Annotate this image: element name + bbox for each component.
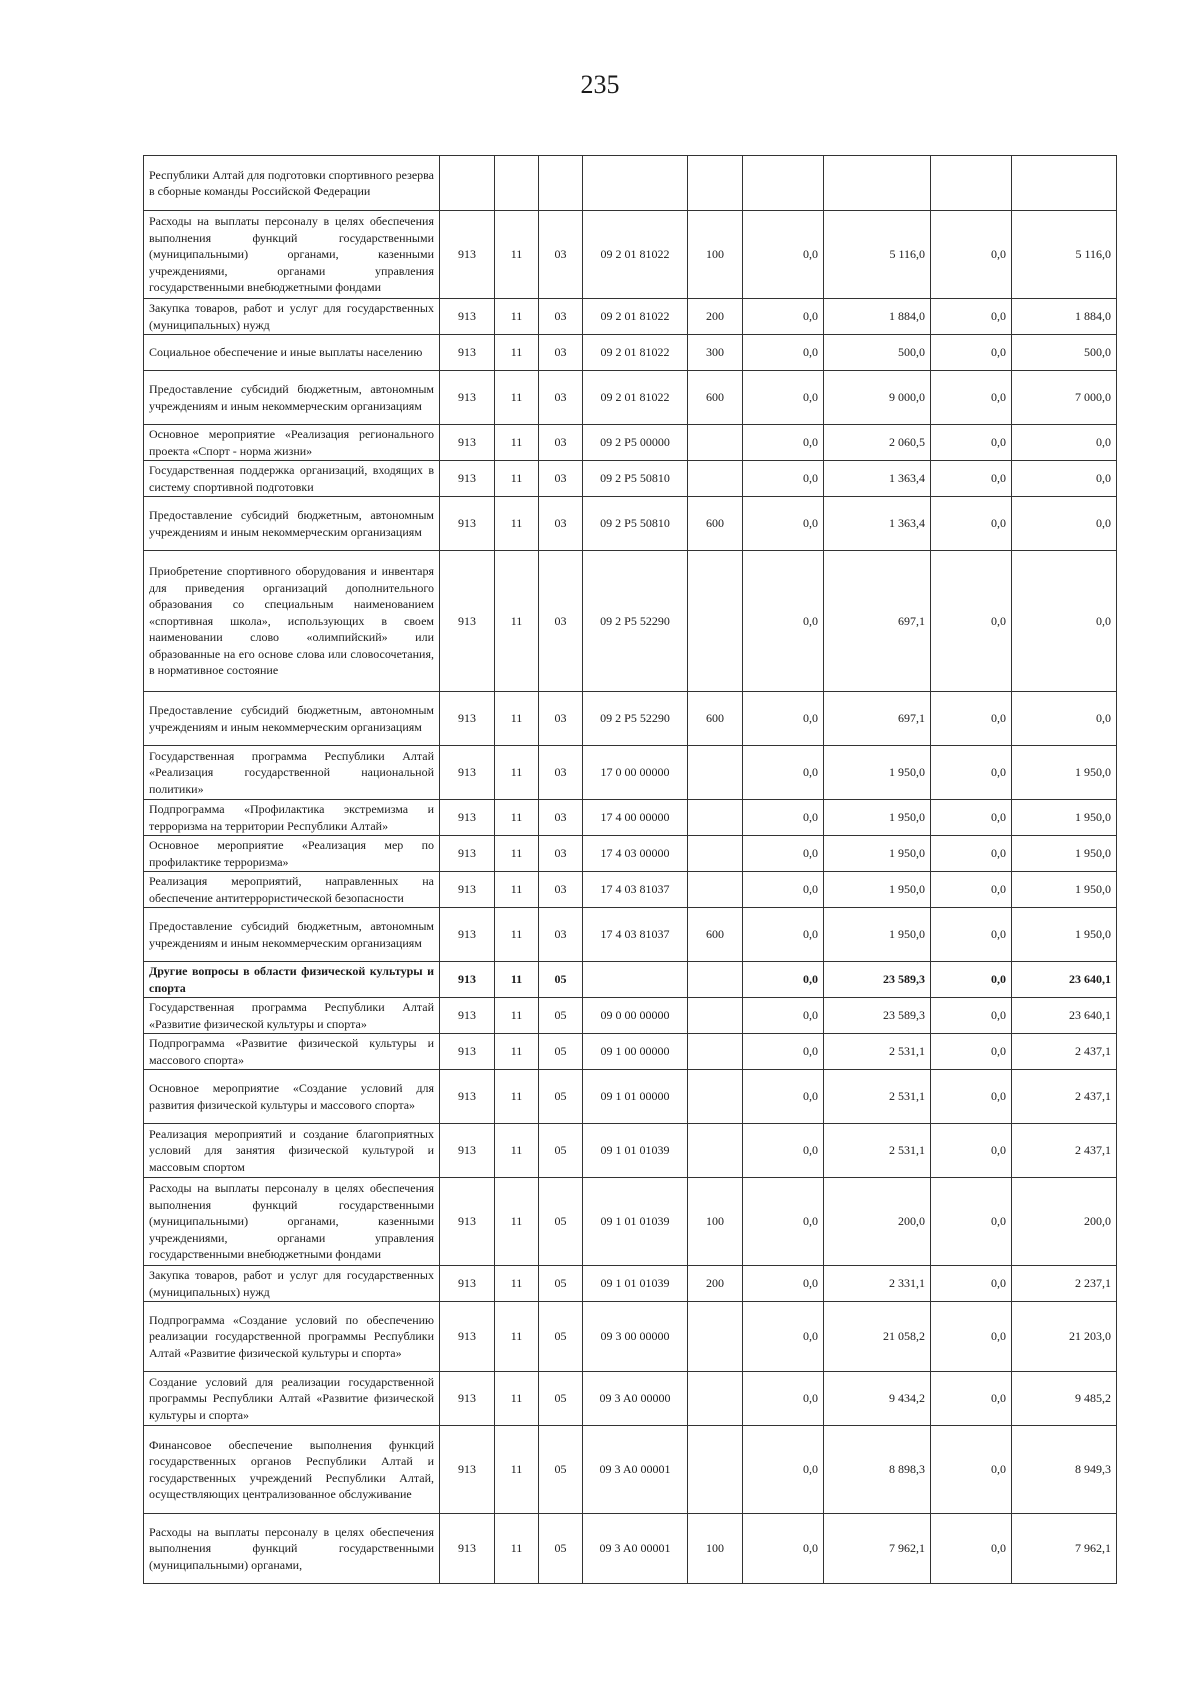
row-ministry-code: 913 (440, 1178, 495, 1266)
row-name: Республики Алтай для подготовки спортивного резерва в сборные команды Российской Федерации (144, 156, 440, 211)
row-sum-4: 7 000,0 (1012, 371, 1117, 425)
row-sum-2: 1 363,4 (824, 497, 931, 551)
row-sum-3: 0,0 (931, 371, 1012, 425)
row-ministry-code: 913 (440, 551, 495, 692)
row-sum-3: 0,0 (931, 1426, 1012, 1514)
row-name: Предоставление субсидий бюджетным, автономным учреждениям и иным некоммерческим организациям (144, 692, 440, 746)
budget-table (143, 155, 1117, 1584)
row-sum-4: 5 116,0 (1012, 211, 1117, 299)
row-name: Предоставление субсидий бюджетным, автономным учреждениям и иным некоммерческим организациям (144, 371, 440, 425)
row-name: Расходы на выплаты персоналу в целях обеспечения выполнения функций государственными (муниципальными) органами, казенными учреждениями, органами управления государственными внебюджетными фондами (144, 1178, 440, 1266)
table-row (144, 746, 1117, 800)
row-sum-4: 2 437,1 (1012, 1034, 1117, 1070)
row-sum-2: 1 884,0 (824, 299, 931, 335)
row-target-article: 09 3 A0 00001 (583, 1426, 688, 1514)
row-target-article: 09 2 P5 50810 (583, 497, 688, 551)
row-sum-4: 2 237,1 (1012, 1266, 1117, 1302)
row-name: Реализация мероприятий, направленных на обеспечение антитеррористической безопасности (144, 872, 440, 908)
row-ministry-code: 913 (440, 692, 495, 746)
row-sum-1: 0,0 (743, 746, 824, 800)
row-sum-1: 0,0 (743, 335, 824, 371)
row-sum-2: 1 950,0 (824, 908, 931, 962)
row-target-article: 09 2 01 81022 (583, 211, 688, 299)
row-sum-3: 0,0 (931, 998, 1012, 1034)
row-expense-type (688, 1034, 743, 1070)
table-row (144, 908, 1117, 962)
row-ministry-code: 913 (440, 962, 495, 998)
table-row (144, 998, 1117, 1034)
row-sum-3: 0,0 (931, 1034, 1012, 1070)
row-target-article: 09 3 00 00000 (583, 1302, 688, 1372)
row-sum-2: 1 950,0 (824, 800, 931, 836)
row-section-code: 11 (495, 836, 539, 872)
row-section-code: 11 (495, 1302, 539, 1372)
row-sum-2: 2 531,1 (824, 1070, 931, 1124)
row-target-article: 17 0 00 00000 (583, 746, 688, 800)
row-ministry-code: 913 (440, 497, 495, 551)
row-sum-4: 1 950,0 (1012, 908, 1117, 962)
row-section-code: 11 (495, 692, 539, 746)
table-row (144, 1302, 1117, 1372)
table-row (144, 425, 1117, 461)
table-row (144, 1514, 1117, 1584)
row-section-code: 11 (495, 1124, 539, 1178)
row-sum-2: 1 950,0 (824, 746, 931, 800)
row-sum-1: 0,0 (743, 800, 824, 836)
row-sum-4: 9 485,2 (1012, 1372, 1117, 1426)
table-row (144, 1178, 1117, 1266)
row-ministry-code: 913 (440, 1070, 495, 1124)
row-sum-3: 0,0 (931, 746, 1012, 800)
row-sum-3: 0,0 (931, 872, 1012, 908)
row-sum-2: 8 898,3 (824, 1426, 931, 1514)
row-sum-3: 0,0 (931, 800, 1012, 836)
row-name: Предоставление субсидий бюджетным, автономным учреждениям и иным некоммерческим организациям (144, 908, 440, 962)
row-subsection-code: 05 (539, 1372, 583, 1426)
row-ministry-code: 913 (440, 1302, 495, 1372)
row-target-article: 09 3 A0 00000 (583, 1372, 688, 1426)
row-subsection-code: 03 (539, 497, 583, 551)
row-ministry-code: 913 (440, 1372, 495, 1426)
row-section-code: 11 (495, 872, 539, 908)
row-ministry-code: 913 (440, 872, 495, 908)
row-expense-type (688, 998, 743, 1034)
row-sum-1: 0,0 (743, 497, 824, 551)
row-sum-3: 0,0 (931, 335, 1012, 371)
row-sum-1: 0,0 (743, 836, 824, 872)
row-ministry-code: 913 (440, 1266, 495, 1302)
row-name: Основное мероприятие «Создание условий для развития физической культуры и массового спорта» (144, 1070, 440, 1124)
row-expense-type: 100 (688, 211, 743, 299)
row-name: Реализация мероприятий и создание благоприятных условий для занятия физической культурой и массовым спортом (144, 1124, 440, 1178)
row-sum-1: 0,0 (743, 1034, 824, 1070)
row-subsection-code: 05 (539, 1514, 583, 1584)
row-sum-3: 0,0 (931, 497, 1012, 551)
row-sum-2: 9 000,0 (824, 371, 931, 425)
row-subsection-code: 05 (539, 962, 583, 998)
row-sum-4: 1 884,0 (1012, 299, 1117, 335)
row-section-code (495, 156, 539, 211)
row-expense-type (688, 1302, 743, 1372)
row-subsection-code: 03 (539, 836, 583, 872)
row-expense-type (688, 461, 743, 497)
row-sum-3: 0,0 (931, 1178, 1012, 1266)
row-sum-4: 0,0 (1012, 425, 1117, 461)
row-target-article: 09 2 01 81022 (583, 371, 688, 425)
table-row (144, 1266, 1117, 1302)
row-subsection-code: 03 (539, 746, 583, 800)
row-target-article: 09 2 01 81022 (583, 299, 688, 335)
row-sum-4: 0,0 (1012, 692, 1117, 746)
row-subsection-code: 05 (539, 1302, 583, 1372)
row-sum-3: 0,0 (931, 908, 1012, 962)
row-subsection-code: 03 (539, 692, 583, 746)
table-row (144, 800, 1117, 836)
row-subsection-code: 05 (539, 1034, 583, 1070)
row-expense-type (688, 156, 743, 211)
row-sum-1: 0,0 (743, 299, 824, 335)
row-expense-type: 600 (688, 692, 743, 746)
row-section-code: 11 (495, 211, 539, 299)
row-sum-4: 0,0 (1012, 551, 1117, 692)
row-ministry-code: 913 (440, 836, 495, 872)
row-subsection-code: 03 (539, 425, 583, 461)
row-sum-1: 0,0 (743, 1266, 824, 1302)
page-number: 235 (580, 70, 620, 99)
row-name: Государственная поддержка организаций, входящих в систему спортивной подготовки (144, 461, 440, 497)
row-name: Расходы на выплаты персоналу в целях обеспечения выполнения функций государственными (муниципальными) органами, казенными учреждениями, органами управления государственными внебюджетными фондами (144, 211, 440, 299)
row-subsection-code: 03 (539, 335, 583, 371)
row-sum-3 (931, 156, 1012, 211)
row-sum-2: 23 589,3 (824, 998, 931, 1034)
row-sum-4: 0,0 (1012, 497, 1117, 551)
row-sum-2: 7 962,1 (824, 1514, 931, 1584)
row-subsection-code: 05 (539, 1426, 583, 1514)
row-expense-type (688, 800, 743, 836)
row-sum-4: 200,0 (1012, 1178, 1117, 1266)
row-subsection-code: 03 (539, 299, 583, 335)
table-row (144, 156, 1117, 211)
row-expense-type (688, 962, 743, 998)
row-target-article: 09 0 00 00000 (583, 998, 688, 1034)
table-row (144, 692, 1117, 746)
row-name: Расходы на выплаты персоналу в целях обеспечения выполнения функций государственными (муниципальными) органами, (144, 1514, 440, 1584)
row-sum-2: 2 331,1 (824, 1266, 931, 1302)
row-target-article: 09 1 01 01039 (583, 1124, 688, 1178)
row-sum-4: 23 640,1 (1012, 962, 1117, 998)
row-sum-4: 0,0 (1012, 461, 1117, 497)
row-section-code: 11 (495, 1266, 539, 1302)
row-sum-2: 9 434,2 (824, 1372, 931, 1426)
row-sum-1: 0,0 (743, 425, 824, 461)
table-row (144, 1034, 1117, 1070)
row-sum-3: 0,0 (931, 461, 1012, 497)
row-section-code: 11 (495, 299, 539, 335)
row-section-code: 11 (495, 746, 539, 800)
row-target-article: 09 1 01 00000 (583, 1070, 688, 1124)
row-sum-4: 21 203,0 (1012, 1302, 1117, 1372)
row-expense-type (688, 836, 743, 872)
row-section-code: 11 (495, 551, 539, 692)
row-expense-type: 600 (688, 497, 743, 551)
row-sum-1: 0,0 (743, 1514, 824, 1584)
row-ministry-code: 913 (440, 1426, 495, 1514)
row-sum-2: 200,0 (824, 1178, 931, 1266)
row-subsection-code: 05 (539, 1070, 583, 1124)
row-sum-3: 0,0 (931, 299, 1012, 335)
table-body (144, 156, 1117, 1584)
row-target-article: 09 2 P5 00000 (583, 425, 688, 461)
row-sum-3: 0,0 (931, 1070, 1012, 1124)
row-sum-1: 0,0 (743, 1426, 824, 1514)
row-subsection-code: 03 (539, 908, 583, 962)
row-ministry-code: 913 (440, 425, 495, 461)
row-section-code: 11 (495, 1070, 539, 1124)
row-section-code: 11 (495, 1426, 539, 1514)
row-name: Закупка товаров, работ и услуг для государственных (муниципальных) нужд (144, 1266, 440, 1302)
row-name: Основное мероприятие «Реализация регионального проекта «Спорт - норма жизни» (144, 425, 440, 461)
row-sum-4: 1 950,0 (1012, 836, 1117, 872)
row-sum-1: 0,0 (743, 1124, 824, 1178)
row-expense-type: 200 (688, 1266, 743, 1302)
row-sum-3: 0,0 (931, 1372, 1012, 1426)
row-sum-4: 1 950,0 (1012, 800, 1117, 836)
table-row (144, 1372, 1117, 1426)
row-subsection-code: 03 (539, 461, 583, 497)
row-target-article (583, 156, 688, 211)
row-expense-type (688, 1070, 743, 1124)
row-subsection-code: 03 (539, 211, 583, 299)
row-sum-3: 0,0 (931, 1514, 1012, 1584)
row-ministry-code: 913 (440, 746, 495, 800)
row-sum-4: 500,0 (1012, 335, 1117, 371)
row-target-article: 09 2 01 81022 (583, 335, 688, 371)
row-sum-4: 7 962,1 (1012, 1514, 1117, 1584)
row-expense-type: 200 (688, 299, 743, 335)
row-sum-3: 0,0 (931, 425, 1012, 461)
row-sum-2: 697,1 (824, 692, 931, 746)
row-section-code: 11 (495, 1178, 539, 1266)
row-sum-2 (824, 156, 931, 211)
row-sum-3: 0,0 (931, 962, 1012, 998)
row-subsection-code: 03 (539, 800, 583, 836)
table-row (144, 551, 1117, 692)
row-sum-4: 8 949,3 (1012, 1426, 1117, 1514)
row-sum-4: 1 950,0 (1012, 746, 1117, 800)
row-expense-type: 600 (688, 908, 743, 962)
row-name: Подпрограмма «Профилактика экстремизма и терроризма на территории Республики Алтай» (144, 800, 440, 836)
row-sum-1: 0,0 (743, 962, 824, 998)
row-sum-2: 1 363,4 (824, 461, 931, 497)
row-subsection-code: 05 (539, 1178, 583, 1266)
row-sum-4: 2 437,1 (1012, 1070, 1117, 1124)
row-name: Закупка товаров, работ и услуг для государственных (муниципальных) нужд (144, 299, 440, 335)
row-target-article: 09 1 01 01039 (583, 1266, 688, 1302)
row-sum-1: 0,0 (743, 998, 824, 1034)
row-target-article: 17 4 00 00000 (583, 800, 688, 836)
row-sum-2: 23 589,3 (824, 962, 931, 998)
row-sum-4: 2 437,1 (1012, 1124, 1117, 1178)
row-sum-3: 0,0 (931, 836, 1012, 872)
row-ministry-code: 913 (440, 299, 495, 335)
row-sum-1 (743, 156, 824, 211)
table-row (144, 299, 1117, 335)
table-row (144, 497, 1117, 551)
row-sum-1: 0,0 (743, 1372, 824, 1426)
row-sum-4 (1012, 156, 1117, 211)
row-section-code: 11 (495, 425, 539, 461)
row-name: Подпрограмма «Развитие физической культуры и массового спорта» (144, 1034, 440, 1070)
row-expense-type: 600 (688, 371, 743, 425)
row-sum-1: 0,0 (743, 1070, 824, 1124)
table-row (144, 335, 1117, 371)
row-sum-2: 2 531,1 (824, 1124, 931, 1178)
row-expense-type: 100 (688, 1514, 743, 1584)
row-name: Основное мероприятие «Реализация мер по профилактике терроризма» (144, 836, 440, 872)
row-subsection-code: 05 (539, 998, 583, 1034)
row-expense-type (688, 425, 743, 461)
table-row (144, 211, 1117, 299)
row-ministry-code: 913 (440, 908, 495, 962)
row-section-code: 11 (495, 800, 539, 836)
row-sum-1: 0,0 (743, 1302, 824, 1372)
row-sum-3: 0,0 (931, 1266, 1012, 1302)
row-name: Финансовое обеспечение выполнения функций государственных органов Республики Алтай и государственных учреждений Республики Алтай, осуществляющих централизованное обслуживание (144, 1426, 440, 1514)
row-subsection-code: 05 (539, 1124, 583, 1178)
row-target-article (583, 962, 688, 998)
row-sum-1: 0,0 (743, 872, 824, 908)
row-name: Социальное обеспечение и иные выплаты населению (144, 335, 440, 371)
row-section-code: 11 (495, 335, 539, 371)
row-target-article: 09 1 00 00000 (583, 1034, 688, 1070)
table-row (144, 461, 1117, 497)
row-section-code: 11 (495, 371, 539, 425)
row-section-code: 11 (495, 998, 539, 1034)
row-ministry-code: 913 (440, 1124, 495, 1178)
row-expense-type (688, 551, 743, 692)
row-sum-3: 0,0 (931, 692, 1012, 746)
row-expense-type: 300 (688, 335, 743, 371)
row-sum-1: 0,0 (743, 1178, 824, 1266)
row-sum-1: 0,0 (743, 692, 824, 746)
row-sum-3: 0,0 (931, 1302, 1012, 1372)
row-ministry-code: 913 (440, 1514, 495, 1584)
row-target-article: 17 4 03 00000 (583, 836, 688, 872)
row-expense-type (688, 1124, 743, 1178)
row-expense-type: 100 (688, 1178, 743, 1266)
row-name: Государственная программа Республики Алтай «Развитие физической культуры и спорта» (144, 998, 440, 1034)
row-ministry-code: 913 (440, 1034, 495, 1070)
row-section-code: 11 (495, 1034, 539, 1070)
row-sum-3: 0,0 (931, 551, 1012, 692)
row-ministry-code: 913 (440, 211, 495, 299)
row-subsection-code: 03 (539, 551, 583, 692)
row-ministry-code: 913 (440, 998, 495, 1034)
row-sum-4: 23 640,1 (1012, 998, 1117, 1034)
row-sum-1: 0,0 (743, 371, 824, 425)
table-row (144, 962, 1117, 998)
row-name: Государственная программа Республики Алтай «Реализация государственной национальной политики» (144, 746, 440, 800)
row-sum-2: 2 531,1 (824, 1034, 931, 1070)
row-ministry-code: 913 (440, 800, 495, 836)
row-ministry-code: 913 (440, 461, 495, 497)
row-section-code: 11 (495, 1514, 539, 1584)
row-target-article: 17 4 03 81037 (583, 872, 688, 908)
table-row (144, 1070, 1117, 1124)
row-expense-type (688, 1426, 743, 1514)
table-row (144, 371, 1117, 425)
table-row (144, 1426, 1117, 1514)
row-ministry-code (440, 156, 495, 211)
row-sum-2: 500,0 (824, 335, 931, 371)
row-name: Подпрограмма «Создание условий по обеспечению реализации государственной программы Республики Алтай «Развитие физической культуры и спорта» (144, 1302, 440, 1372)
row-expense-type (688, 872, 743, 908)
row-sum-2: 21 058,2 (824, 1302, 931, 1372)
row-target-article: 09 2 P5 50810 (583, 461, 688, 497)
row-sum-2: 1 950,0 (824, 872, 931, 908)
row-name: Приобретение спортивного оборудования и инвентаря для приведения организаций дополнительного образования со специальным наименованием «спортивная школа», использующих в своем наименовании слово «олимпийский» или образованные на его основе слова или словосочетания, в нормативное состояние (144, 551, 440, 692)
table-row (144, 836, 1117, 872)
row-subsection-code (539, 156, 583, 211)
row-sum-2: 5 116,0 (824, 211, 931, 299)
row-sum-1: 0,0 (743, 461, 824, 497)
row-sum-4: 1 950,0 (1012, 872, 1117, 908)
row-section-code: 11 (495, 461, 539, 497)
row-sum-1: 0,0 (743, 908, 824, 962)
row-sum-2: 1 950,0 (824, 836, 931, 872)
row-target-article: 09 3 A0 00001 (583, 1514, 688, 1584)
row-target-article: 09 1 01 01039 (583, 1178, 688, 1266)
row-name: Предоставление субсидий бюджетным, автономным учреждениям и иным некоммерческим организациям (144, 497, 440, 551)
row-subsection-code: 03 (539, 371, 583, 425)
table-row (144, 1124, 1117, 1178)
row-expense-type (688, 746, 743, 800)
row-subsection-code: 05 (539, 1266, 583, 1302)
row-expense-type (688, 1372, 743, 1426)
row-target-article: 09 2 P5 52290 (583, 551, 688, 692)
row-sum-3: 0,0 (931, 211, 1012, 299)
row-sum-3: 0,0 (931, 1124, 1012, 1178)
row-ministry-code: 913 (440, 335, 495, 371)
row-target-article: 17 4 03 81037 (583, 908, 688, 962)
row-sum-1: 0,0 (743, 211, 824, 299)
row-subsection-code: 03 (539, 872, 583, 908)
row-section-code: 11 (495, 497, 539, 551)
row-name: Создание условий для реализации государственной программы Республики Алтай «Развитие физической культуры и спорта» (144, 1372, 440, 1426)
table-row (144, 872, 1117, 908)
row-section-code: 11 (495, 962, 539, 998)
row-name: Другие вопросы в области физической культуры и спорта (144, 962, 440, 998)
row-sum-2: 2 060,5 (824, 425, 931, 461)
row-section-code: 11 (495, 1372, 539, 1426)
row-target-article: 09 2 P5 52290 (583, 692, 688, 746)
row-section-code: 11 (495, 908, 539, 962)
row-sum-1: 0,0 (743, 551, 824, 692)
row-sum-2: 697,1 (824, 551, 931, 692)
row-ministry-code: 913 (440, 371, 495, 425)
